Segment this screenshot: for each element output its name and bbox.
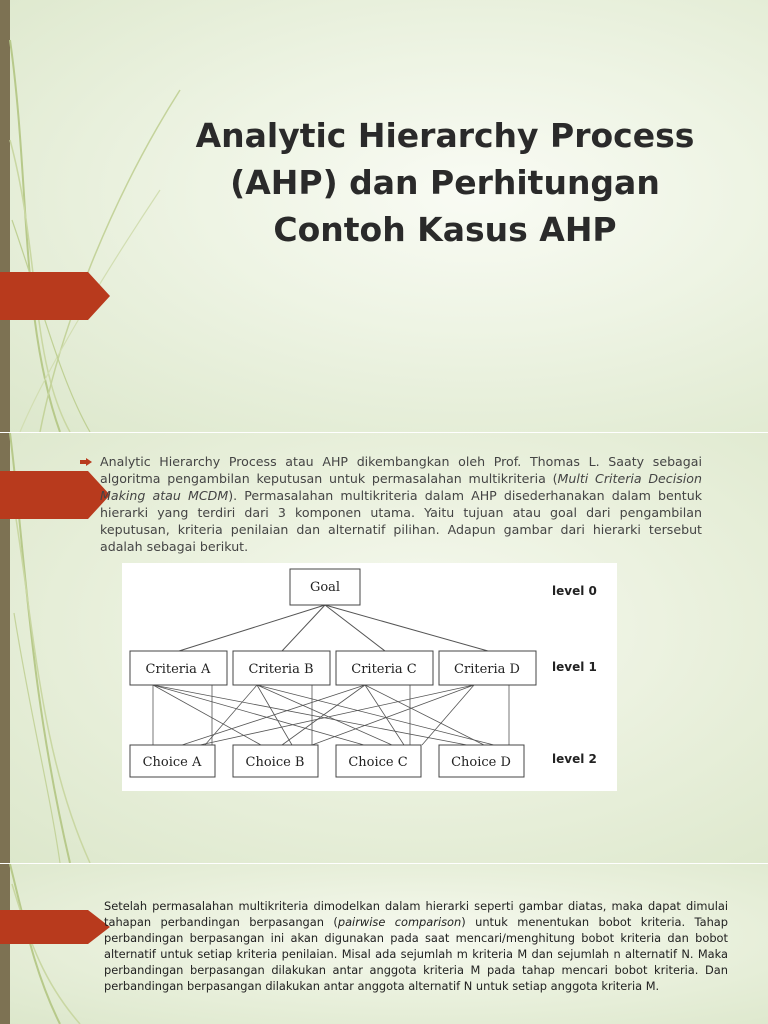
- title-line: (AHP) dan Perhitungan: [230, 163, 660, 202]
- criteria-node: [233, 651, 330, 685]
- paragraph-text: ) untuk menentukan bobot kriteria. Tahap perbandingan berpasangan ini akan digunakan pada saat mencari/menghitung bobot kriteria dan bobot alternatif untuk setiap kriteria penilaian. Misal ada sejumlah m kriteria M dan sejumlah n alternatif N. Maka perbandingan berpasangan dilakukan antar anggota kriteria M pada tahap mencari bobot kriteria. Dan perbandingan berpasangan dilakukan antar anggota alternatif N untuk setiap anggota kriteria M.: [104, 915, 728, 993]
- slide-title: [0, 0, 768, 432]
- arrow-bullet-icon: [80, 458, 92, 466]
- choice-node: [233, 745, 318, 777]
- paragraph-italic: pairwise comparison: [337, 915, 462, 929]
- choice-label: Choice C: [348, 755, 408, 770]
- grass-decoration-icon: [0, 0, 200, 432]
- criteria-label: Criteria D: [454, 662, 520, 677]
- paragraph-text: ). Permasalahan multikriteria dalam AHP disederhanakan dalam bentuk hierarki yang terdiri dari 3 komponen utama. Yaitu tujuan atau goal dari pengambilan keputusan, kriteria penilaian dan alternatif pilihan. Adapun gambar dari hierarki tersebut adalah sebagai berikut.: [100, 488, 702, 554]
- criteria-label: Criteria A: [145, 662, 211, 677]
- hierarchy-diagram: [122, 563, 617, 791]
- level-label: level 0: [552, 584, 597, 598]
- paragraph-text: Setelah permasalahan multikriteria dimodelkan dalam hierarki seperti gambar diatas, maka dapat dimulai tahapan perbandingan berpasangan (: [104, 899, 728, 929]
- level-label: level 2: [552, 752, 597, 766]
- hierarchy-figure: [122, 563, 617, 791]
- choice-node: [130, 745, 215, 777]
- choice-label: Choice A: [142, 755, 202, 770]
- grass-decoration-icon: [0, 864, 120, 1024]
- choice-node: [336, 745, 421, 777]
- accent-tab: [0, 910, 110, 944]
- choice-node: [439, 745, 524, 777]
- criteria-node: [130, 651, 227, 685]
- paragraph-italic: Multi Criteria Decision Making atau MCDM: [100, 471, 702, 503]
- goal-label: Goal: [309, 580, 341, 595]
- title-line: Analytic Hierarchy Process: [195, 116, 695, 155]
- slide-pairwise: [0, 864, 768, 1024]
- title-line: Contoh Kasus AHP: [273, 210, 617, 249]
- criteria-choice-links: [153, 685, 509, 745]
- paragraph-text: Analytic Hierarchy Process atau AHP dikembangkan oleh Prof. Thomas L. Saaty sebagai algoritma pengambilan keputusan untuk permasalahan multikriteria (: [100, 454, 702, 486]
- criteria-node: [336, 651, 433, 685]
- pairwise-paragraph: [104, 898, 728, 994]
- level-label: level 1: [552, 660, 597, 674]
- criteria-node: [439, 651, 536, 685]
- intro-paragraph: [100, 453, 702, 555]
- choice-label: Choice D: [451, 755, 511, 770]
- criteria-label: Criteria B: [248, 662, 314, 677]
- page-title: [180, 112, 710, 253]
- choice-label: Choice B: [245, 755, 305, 770]
- accent-tab: [0, 471, 110, 519]
- goal-links: [179, 605, 488, 651]
- accent-tab: [0, 272, 110, 320]
- slide-hierarchy: [0, 433, 768, 863]
- criteria-label: Criteria C: [351, 662, 417, 677]
- goal-node: [290, 569, 360, 605]
